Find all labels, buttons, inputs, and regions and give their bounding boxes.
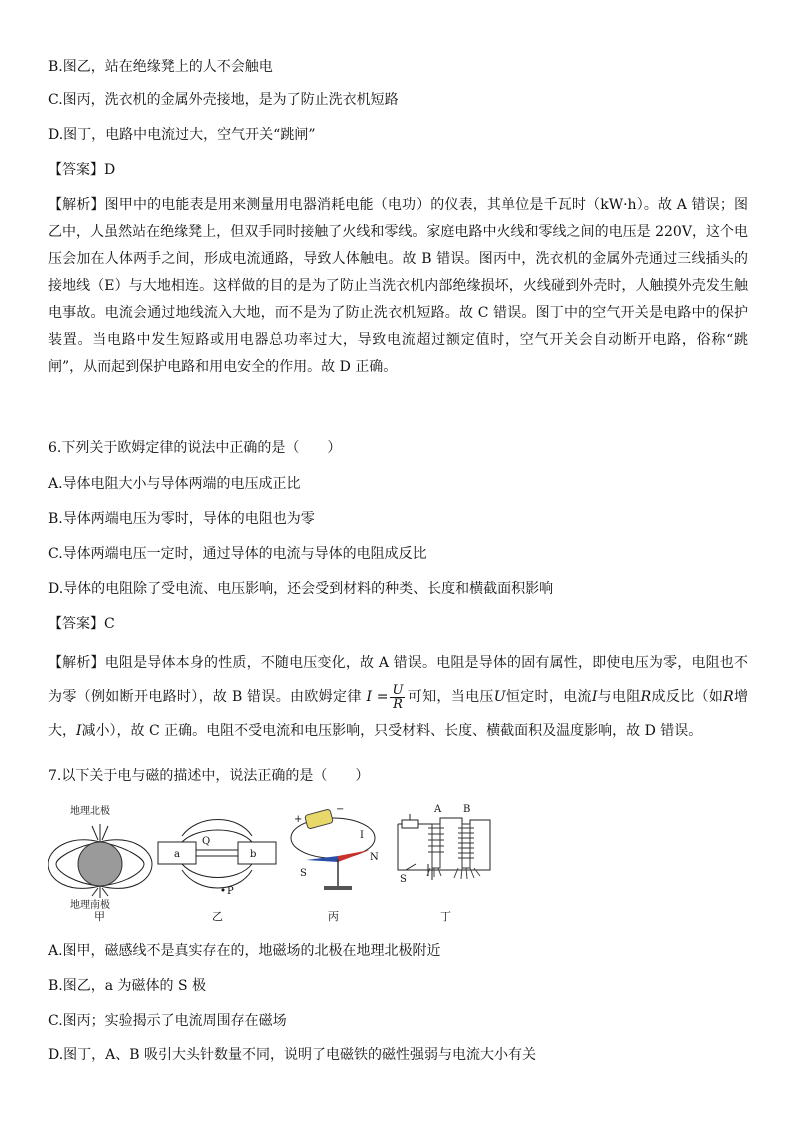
q7-option-a: A.图甲，磁感线不是真实存在的，地磁场的北极在地理北极附近 — [48, 943, 441, 959]
geo-north-label: 地理北极 — [70, 806, 110, 817]
q7-option-d: D.图丁，A、B 吸引大头针数量不同，说明了电磁铁的磁性强弱与电流大小有关 — [48, 1047, 537, 1063]
caption-jia: 甲 — [94, 910, 105, 922]
figure-jia — [48, 804, 152, 922]
label-q: Q — [202, 836, 211, 847]
figure-ding — [398, 804, 490, 922]
label-a: a — [174, 849, 180, 860]
q6-analysis — [48, 646, 748, 748]
label-p: P — [227, 886, 234, 897]
formula-numerator: U — [392, 682, 404, 698]
svg-text:−: − — [336, 804, 345, 815]
q6-option-a: A.导体电阻大小与导体两端的电压成正比 — [48, 476, 301, 492]
magnet-b — [238, 842, 276, 864]
q6-stem: 6.下列关于欧姆定律的说法中正确的是（ ） — [48, 440, 342, 456]
q6-analysis-text-6: 增大， — [48, 689, 749, 739]
q6-analysis-text-7: 减小），故 C 正确。电阻不受电流和电压影响，只受材料、长度、横截面积及温度影响，故 D 错误。 — [81, 723, 703, 739]
q7-option-b: B.图乙，a 为磁体的 S 极 — [48, 978, 207, 994]
caption-bing: 丙 — [328, 910, 339, 922]
q7-option-c: C.图丙；实验揭示了电流周围存在磁场 — [48, 1013, 287, 1029]
battery — [305, 809, 334, 829]
q6-analysis-text-1: 【解析】电阻是导体本身的性质，不随电压变化，故 A 错误。电阻是导体的固有属性，即使电压为零，电阻也不为零（例如断开电路时），故 B 错误。由欧姆定律 — [48, 655, 748, 705]
figure-yi — [158, 820, 276, 923]
q6-analysis-text-5: 成反比（如 — [651, 689, 724, 705]
formula-denominator: R — [393, 696, 403, 712]
var-i2: I — [76, 723, 82, 739]
q6-analysis-text-2: 可知，当电压 — [407, 689, 494, 705]
q5-analysis: 【解析】图甲中的电能表是用来测量用电器消耗电能（电功）的仪表，其单位是千瓦时（kW·h）。故 A 错误；图乙中，人虽然站在绝缘凳上，但双手同时接触了火线和零线。家庭电路中火线和零线之间的电压是 220V，这个电压会加在人体两手之间，形成电流通路，导致人体触电。故 B 错误。图丙中，洗衣机的金属外壳通过三线插头的接地线（E）与大地相连。这样做的目的是为了防止当洗衣机内部绝缘损坏，火线碰到外壳时，人触摸外壳发生触电事故。电流会通过地线流入大地，而不是为了防止洗衣机短路。故 C 错误。图丁中的空气开关是电路中的保护装置。当电路中发生短路或用电器总功率过大，导致电流超过额定值时，空气开关会自动断开电路，俗称“跳闸”，从而起到保护电路和用电安全的作用。故 D 正确。 — [48, 197, 748, 375]
label-coil-a: A — [434, 804, 442, 815]
q5-answer: 【答案】D — [48, 162, 116, 178]
var-i: I — [591, 689, 598, 705]
svg-text:+: + — [294, 814, 303, 825]
caption-yi: 乙 — [212, 910, 223, 922]
q5-option-d: D.图丁，电路中电流过大，空气开关“跳闸” — [48, 127, 316, 143]
label-s: S — [300, 868, 307, 879]
earth-sphere — [78, 842, 122, 886]
caption-ding: 丁 — [440, 910, 451, 922]
label-coil-b: B — [463, 804, 471, 815]
q7-stem: 7.以下关于电与磁的描述中，说法正确的是（ ） — [48, 768, 370, 784]
q6-option-d: D.导体的电阻除了受电流、电压影响，还会受到材料的种类、长度和横截面积影响 — [48, 581, 554, 597]
ohm-formula — [366, 682, 407, 712]
q6-analysis-text-4: 与电阻 — [597, 689, 641, 705]
label-b: b — [250, 849, 257, 860]
var-r2: R — [723, 689, 734, 705]
q6-analysis-text-3: 恒定时，电流 — [505, 689, 592, 705]
q5-option-b: B.图乙，站在绝缘凳上的人不会触电 — [48, 59, 273, 75]
needle-red — [338, 850, 370, 862]
var-u: U — [493, 689, 506, 705]
label-n: N — [370, 852, 379, 863]
label-switch-s: S — [400, 874, 407, 885]
q7-figure — [48, 800, 508, 922]
coil-b — [462, 824, 470, 868]
q6-option-b: B.导体两端电压为零时，导体的电阻也为零 — [48, 511, 315, 527]
formula-lhs: I = — [366, 689, 389, 705]
figure-bing — [291, 804, 379, 922]
geo-south-label: 地理南极 — [70, 900, 110, 911]
rheostat — [402, 820, 418, 828]
formula-fraction — [390, 684, 405, 711]
q5-option-c: C.图丙，洗衣机的金属外壳接地，是为了防止洗衣机短路 — [48, 92, 399, 108]
q6-answer: 【答案】C — [48, 616, 115, 632]
q6-option-c: C.导体两端电压一定时，通过导体的电流与导体的电阻成反比 — [48, 546, 427, 562]
label-i: I — [360, 830, 364, 841]
var-r: R — [640, 689, 652, 705]
